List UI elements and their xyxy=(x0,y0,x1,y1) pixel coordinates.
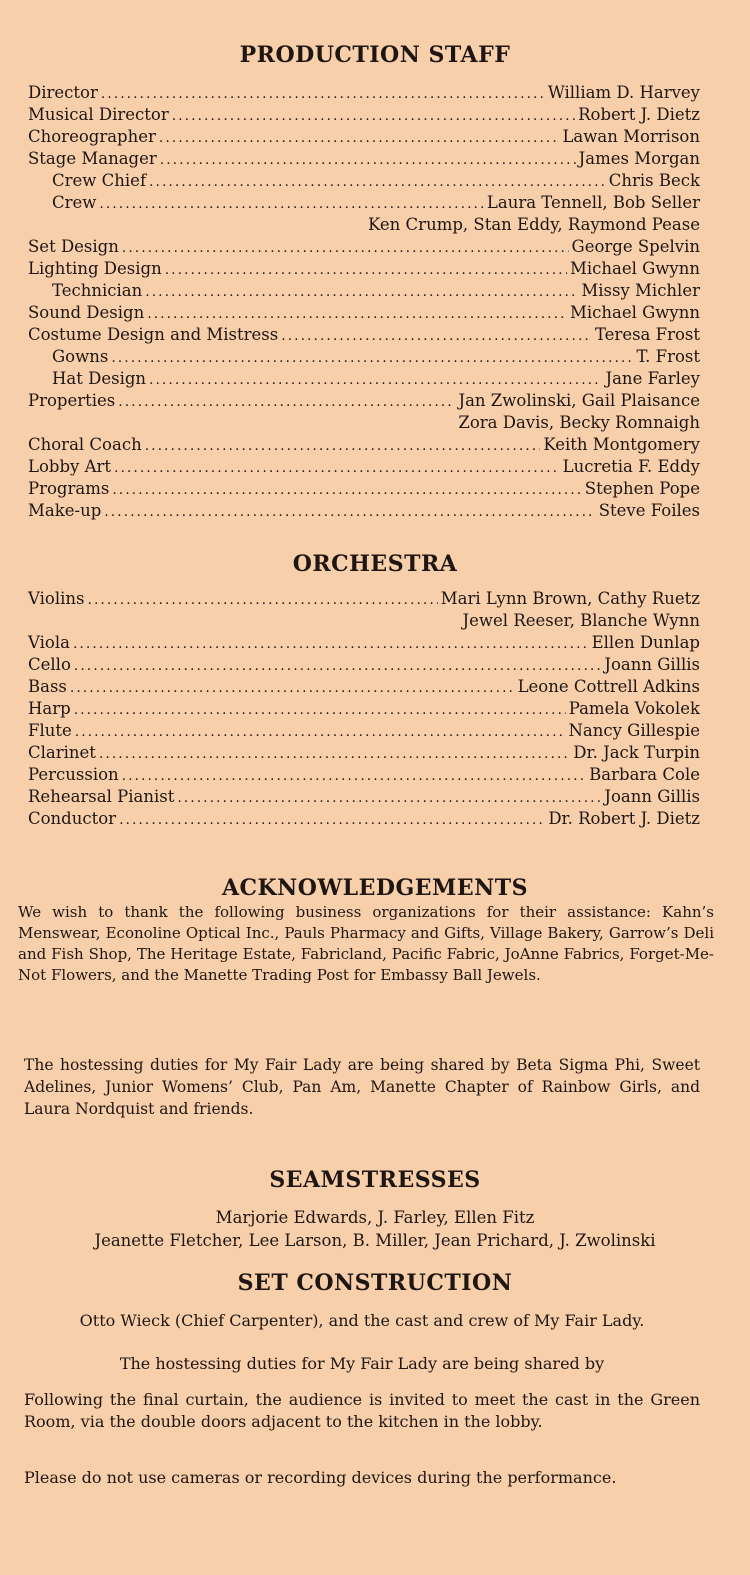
credit-row xyxy=(28,808,700,830)
credit-row xyxy=(28,368,700,390)
credit-name: Michael Gwynn xyxy=(569,259,700,278)
credit-role: Properties xyxy=(28,391,116,410)
credit-name: Teresa Frost xyxy=(594,325,700,344)
credit-name: Jane Farley xyxy=(605,369,700,388)
production-staff-heading: PRODUCTION STAFF xyxy=(239,42,511,68)
credit-role: Make-up xyxy=(28,501,102,520)
acknowledgements-heading: ACKNOWLEDGEMENTS xyxy=(221,875,529,901)
credit-role: Costume Design and Mistress xyxy=(28,325,279,344)
dot-leader xyxy=(122,765,587,787)
credit-role: Harp xyxy=(28,699,71,718)
credit-name: Missy Michler xyxy=(581,281,700,300)
production-staff-list xyxy=(28,82,700,522)
credit-row xyxy=(28,676,700,698)
credit-row xyxy=(28,280,700,302)
credit-row xyxy=(28,236,700,258)
credit-row xyxy=(28,82,700,104)
credit-role: Musical Director xyxy=(28,105,169,124)
credit-row xyxy=(28,786,700,808)
credit-role: Director xyxy=(28,83,98,102)
credit-role: Violins xyxy=(28,589,85,608)
dot-leader xyxy=(74,699,566,721)
dot-leader xyxy=(75,721,566,743)
credit-name: George Spelvin xyxy=(571,237,700,256)
credit-name: Dr. Jack Turpin xyxy=(573,743,700,762)
credit-row xyxy=(28,126,700,148)
credit-row xyxy=(28,324,700,346)
seamstresses-line: Jeanette Fletcher, Lee Larson, B. Miller, Jean Prichard, J. Zwolinski xyxy=(94,1231,656,1250)
dot-leader xyxy=(147,303,567,325)
dot-leader xyxy=(172,105,575,127)
dot-leader xyxy=(118,391,455,413)
credit-role: Gowns xyxy=(52,347,109,366)
seamstresses-names xyxy=(0,1206,750,1252)
dot-leader xyxy=(88,589,438,611)
orchestra-list xyxy=(28,588,700,830)
credit-name: William D. Harvey xyxy=(547,83,700,102)
credit-row xyxy=(28,148,700,170)
credit-row xyxy=(28,346,700,368)
credit-role: Flute xyxy=(28,721,72,740)
credit-role: Hat Design xyxy=(52,369,147,388)
credit-role: Stage Manager xyxy=(28,149,157,168)
credit-row xyxy=(28,764,700,786)
dot-leader xyxy=(159,127,560,149)
credit-row xyxy=(28,192,700,214)
credit-role: Cello xyxy=(28,655,71,674)
credit-continuation: Ken Crump, Stan Eddy, Raymond Pease xyxy=(368,215,700,234)
credit-role: Lobby Art xyxy=(28,457,112,476)
credit-name: Jan Zwolinski, Gail Plaisance xyxy=(458,391,700,410)
credit-role: Programs xyxy=(28,479,110,498)
credit-name: Leone Cottrell Adkins xyxy=(517,677,700,696)
credit-row xyxy=(28,170,700,192)
credit-role: Crew xyxy=(52,193,97,212)
credit-row xyxy=(28,698,700,720)
credit-row xyxy=(28,104,700,126)
credit-name: Chris Beck xyxy=(608,171,700,190)
credit-row xyxy=(28,588,700,610)
credit-row xyxy=(28,258,700,280)
credit-row xyxy=(28,654,700,676)
set-construction-heading: SET CONSTRUCTION xyxy=(237,1270,513,1296)
credit-name: Mari Lynn Brown, Cathy Ruetz xyxy=(440,589,700,608)
credit-name: Barbara Cole xyxy=(589,765,700,784)
credit-name: Ellen Dunlap xyxy=(591,633,700,652)
credit-name: Joann Gillis xyxy=(604,655,700,674)
credit-role: Crew Chief xyxy=(52,171,147,190)
credit-role: Clarinet xyxy=(28,743,96,762)
credit-role: Set Design xyxy=(28,237,119,256)
dot-leader xyxy=(99,743,570,765)
green-room-notice: Following the final curtain, the audience is invited to meet the cast in the Green Room, via the double doors adjacent to the kitchen in the lobby. xyxy=(24,1390,700,1431)
credit-row xyxy=(28,478,700,500)
credit-role: Lighting Design xyxy=(28,259,162,278)
credit-name: Lucretia F. Eddy xyxy=(562,457,700,476)
credit-role: Percussion xyxy=(28,765,119,784)
dot-leader xyxy=(114,457,560,479)
dot-leader xyxy=(111,347,633,369)
credit-name: Steve Foiles xyxy=(598,501,700,520)
credit-row xyxy=(28,434,700,456)
dot-leader xyxy=(165,259,567,281)
acknowledgements-text: We wish to thank the following business organizations for their assistance: Kahn’s Menswear, Econoline Optical Inc., Pauls Pharmacy and Gifts, Village Bakery, Garrow’s Deli and Fish Shop, The Heritage Estate, Fabricland, Pacific Fabric, JoAnne Fabrics, Forget-Me-Not Flowers, and the Manette Trading Post for Embassy Ball Jewels. xyxy=(18,903,714,984)
credit-row xyxy=(28,390,700,412)
dot-leader xyxy=(145,281,578,303)
set-construction-text: Otto Wieck (Chief Carpenter), and the cast and crew of My Fair Lady. xyxy=(79,1311,645,1330)
credit-name: James Morgan xyxy=(578,149,700,168)
credit-row xyxy=(28,742,700,764)
dot-leader xyxy=(74,655,601,677)
credit-role: Bass xyxy=(28,677,67,696)
credit-row xyxy=(28,632,700,654)
seamstresses-line: Marjorie Edwards, J. Farley, Ellen Fitz xyxy=(215,1208,535,1227)
credit-name: Michael Gwynn xyxy=(569,303,700,322)
credit-role: Choral Coach xyxy=(28,435,142,454)
credit-role: Technician xyxy=(52,281,143,300)
credit-name: Stephen Pope xyxy=(584,479,700,498)
credit-role: Rehearsal Pianist xyxy=(28,787,175,806)
dot-leader xyxy=(122,237,569,259)
credit-name: Lawan Morrison xyxy=(562,127,700,146)
credit-name: T. Frost xyxy=(636,347,700,366)
credit-name: Robert J. Dietz xyxy=(578,105,700,124)
credit-role: Conductor xyxy=(28,809,117,828)
credit-row xyxy=(28,720,700,742)
orchestra-heading: ORCHESTRA xyxy=(292,551,458,577)
credit-name: Joann Gillis xyxy=(604,787,700,806)
dot-leader xyxy=(70,677,515,699)
credit-name: Dr. Robert J. Dietz xyxy=(548,809,700,828)
credit-name: Keith Montgomery xyxy=(543,435,700,454)
credit-role: Viola xyxy=(28,633,70,652)
dot-leader xyxy=(112,479,581,501)
credit-name: Laura Tennell, Bob Seller xyxy=(486,193,700,212)
seamstresses-heading: SEAMSTRESSES xyxy=(269,1167,481,1193)
dot-leader xyxy=(177,787,601,809)
dot-leader xyxy=(149,171,606,193)
dot-leader xyxy=(160,149,576,171)
dot-leader xyxy=(73,633,589,655)
dot-leader xyxy=(119,809,545,831)
credit-name: Pamela Vokolek xyxy=(568,699,700,718)
credit-continuation: Jewel Reeser, Blanche Wynn xyxy=(462,611,700,630)
dot-leader xyxy=(145,435,541,457)
dot-leader xyxy=(281,325,592,347)
credit-name: Nancy Gillespie xyxy=(568,721,700,740)
credit-row xyxy=(28,302,700,324)
dot-leader xyxy=(104,501,595,523)
credit-role: Sound Design xyxy=(28,303,145,322)
dot-leader xyxy=(101,83,545,105)
dot-leader xyxy=(99,193,484,215)
credit-row xyxy=(28,500,700,522)
credit-row xyxy=(28,456,700,478)
dot-leader xyxy=(149,369,602,391)
credit-continuation: Zora Davis, Becky Romnaigh xyxy=(458,413,700,432)
camera-notice: Please do not use cameras or recording devices during the performance. xyxy=(24,1468,617,1487)
credit-role: Choreographer xyxy=(28,127,156,146)
hostessing-text: The hostessing duties for My Fair Lady are being shared by Beta Sigma Phi, Sweet Adelines, Junior Womens’ Club, Pan Am, Manette Chapter of Rainbow Girls, and Laura Nordquist and friends. xyxy=(24,1056,700,1118)
hostessing-fragment: The hostessing duties for My Fair Lady are being shared by xyxy=(119,1354,605,1373)
